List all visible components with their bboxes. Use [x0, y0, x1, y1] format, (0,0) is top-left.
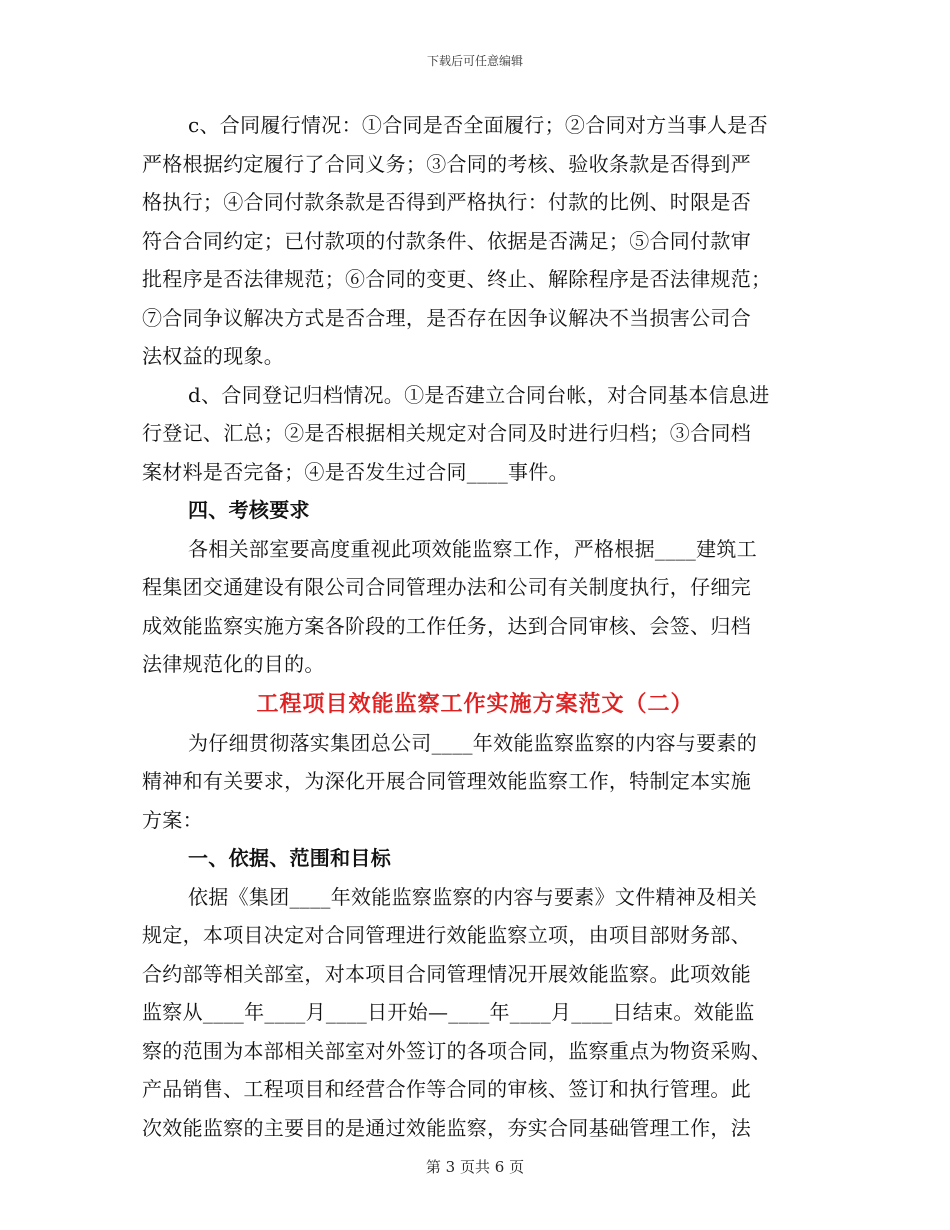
section-heading: 四、考核要求: [188, 498, 310, 522]
paragraph-line: 符合合同约定；已付款项的付款条件、依据是否满足；⑤合同付款审: [142, 228, 751, 253]
paragraph-line: 规定，本项目决定对合同管理进行效能监察立项，由项目部财务部、: [142, 923, 751, 947]
paragraph-line: ⑦合同争议解决方式是否合理，是否存在因争议解决不当损害公司合: [142, 305, 751, 330]
paragraph-line: 法律规范化的目的。: [142, 652, 325, 676]
header-note: 下载后可任意编辑: [426, 54, 523, 68]
page-number: 第 3 页共 6 页: [425, 1158, 525, 1176]
paragraph-line: d、合同登记归档情况。①是否建立合同台帐，对合同基本信息进: [188, 382, 770, 407]
paragraph-line: 为仔细贯彻落实集团总公司____年效能监察监察的内容与要素的: [188, 730, 757, 755]
paragraph-line: 格执行；④合同付款条款是否得到严格执行：付款的比例、时限是否: [142, 190, 751, 214]
paragraph-line: 成效能监察实施方案各阶段的工作任务，达到合同审核、会签、归档: [142, 613, 751, 638]
paragraph-line: 方案：: [142, 807, 203, 832]
paragraph-line: 次效能监察的主要目的是通过效能监察，夯实合同基础管理工作，法: [142, 1115, 751, 1140]
paragraph-line: 监察从____年____月____日开始—____年____月____日结束。效能监: [142, 1000, 755, 1024]
paragraph-line: 合约部等相关部室，对本项目合同管理情况开展效能监察。此项效能: [142, 961, 751, 986]
document-title: 工程项目效能监察工作实施方案范文（二）: [256, 690, 694, 717]
paragraph-line: 严格根据约定履行了合同义务；③合同的考核、验收条款是否得到严: [142, 151, 751, 176]
paragraph-line: 察的范围为本部相关部室对外签订的各项合同，监察重点为物资采购、: [142, 1038, 772, 1063]
paragraph-line: 各相关部室要高度重视此项效能监察工作，严格根据____建筑工: [188, 536, 757, 561]
paragraph-line: 精神和有关要求，为深化开展合同管理效能监察工作，特制定本实施: [142, 769, 751, 793]
paragraph-line: 产品销售、工程项目和经营合作等合同的审核、签订和执行管理。此: [142, 1077, 751, 1101]
paragraph-line: 依据《集团____年效能监察监察的内容与要素》文件精神及相关: [188, 884, 757, 909]
paragraph-line: 行登记、汇总；②是否根据相关规定对合同及时进行归档；③合同档: [142, 421, 751, 445]
document-body: [142, 106, 808, 1147]
paragraph-line: 案材料是否完备；④是否发生过合同____事件。: [142, 459, 569, 484]
section-heading: 一、依据、范围和目标: [188, 846, 391, 870]
paragraph-line: 批程序是否法律规范；⑥合同的变更、终止、解除程序是否法律规范；: [142, 267, 772, 291]
paragraph-line: 法权益的现象。: [142, 344, 285, 368]
paragraph-line: c、合同履行情况：①合同是否全面履行；②合同对方当事人是否: [188, 113, 768, 137]
paragraph-line: 程集团交通建设有限公司合同管理办法和公司有关制度执行，仔细完: [142, 575, 751, 599]
